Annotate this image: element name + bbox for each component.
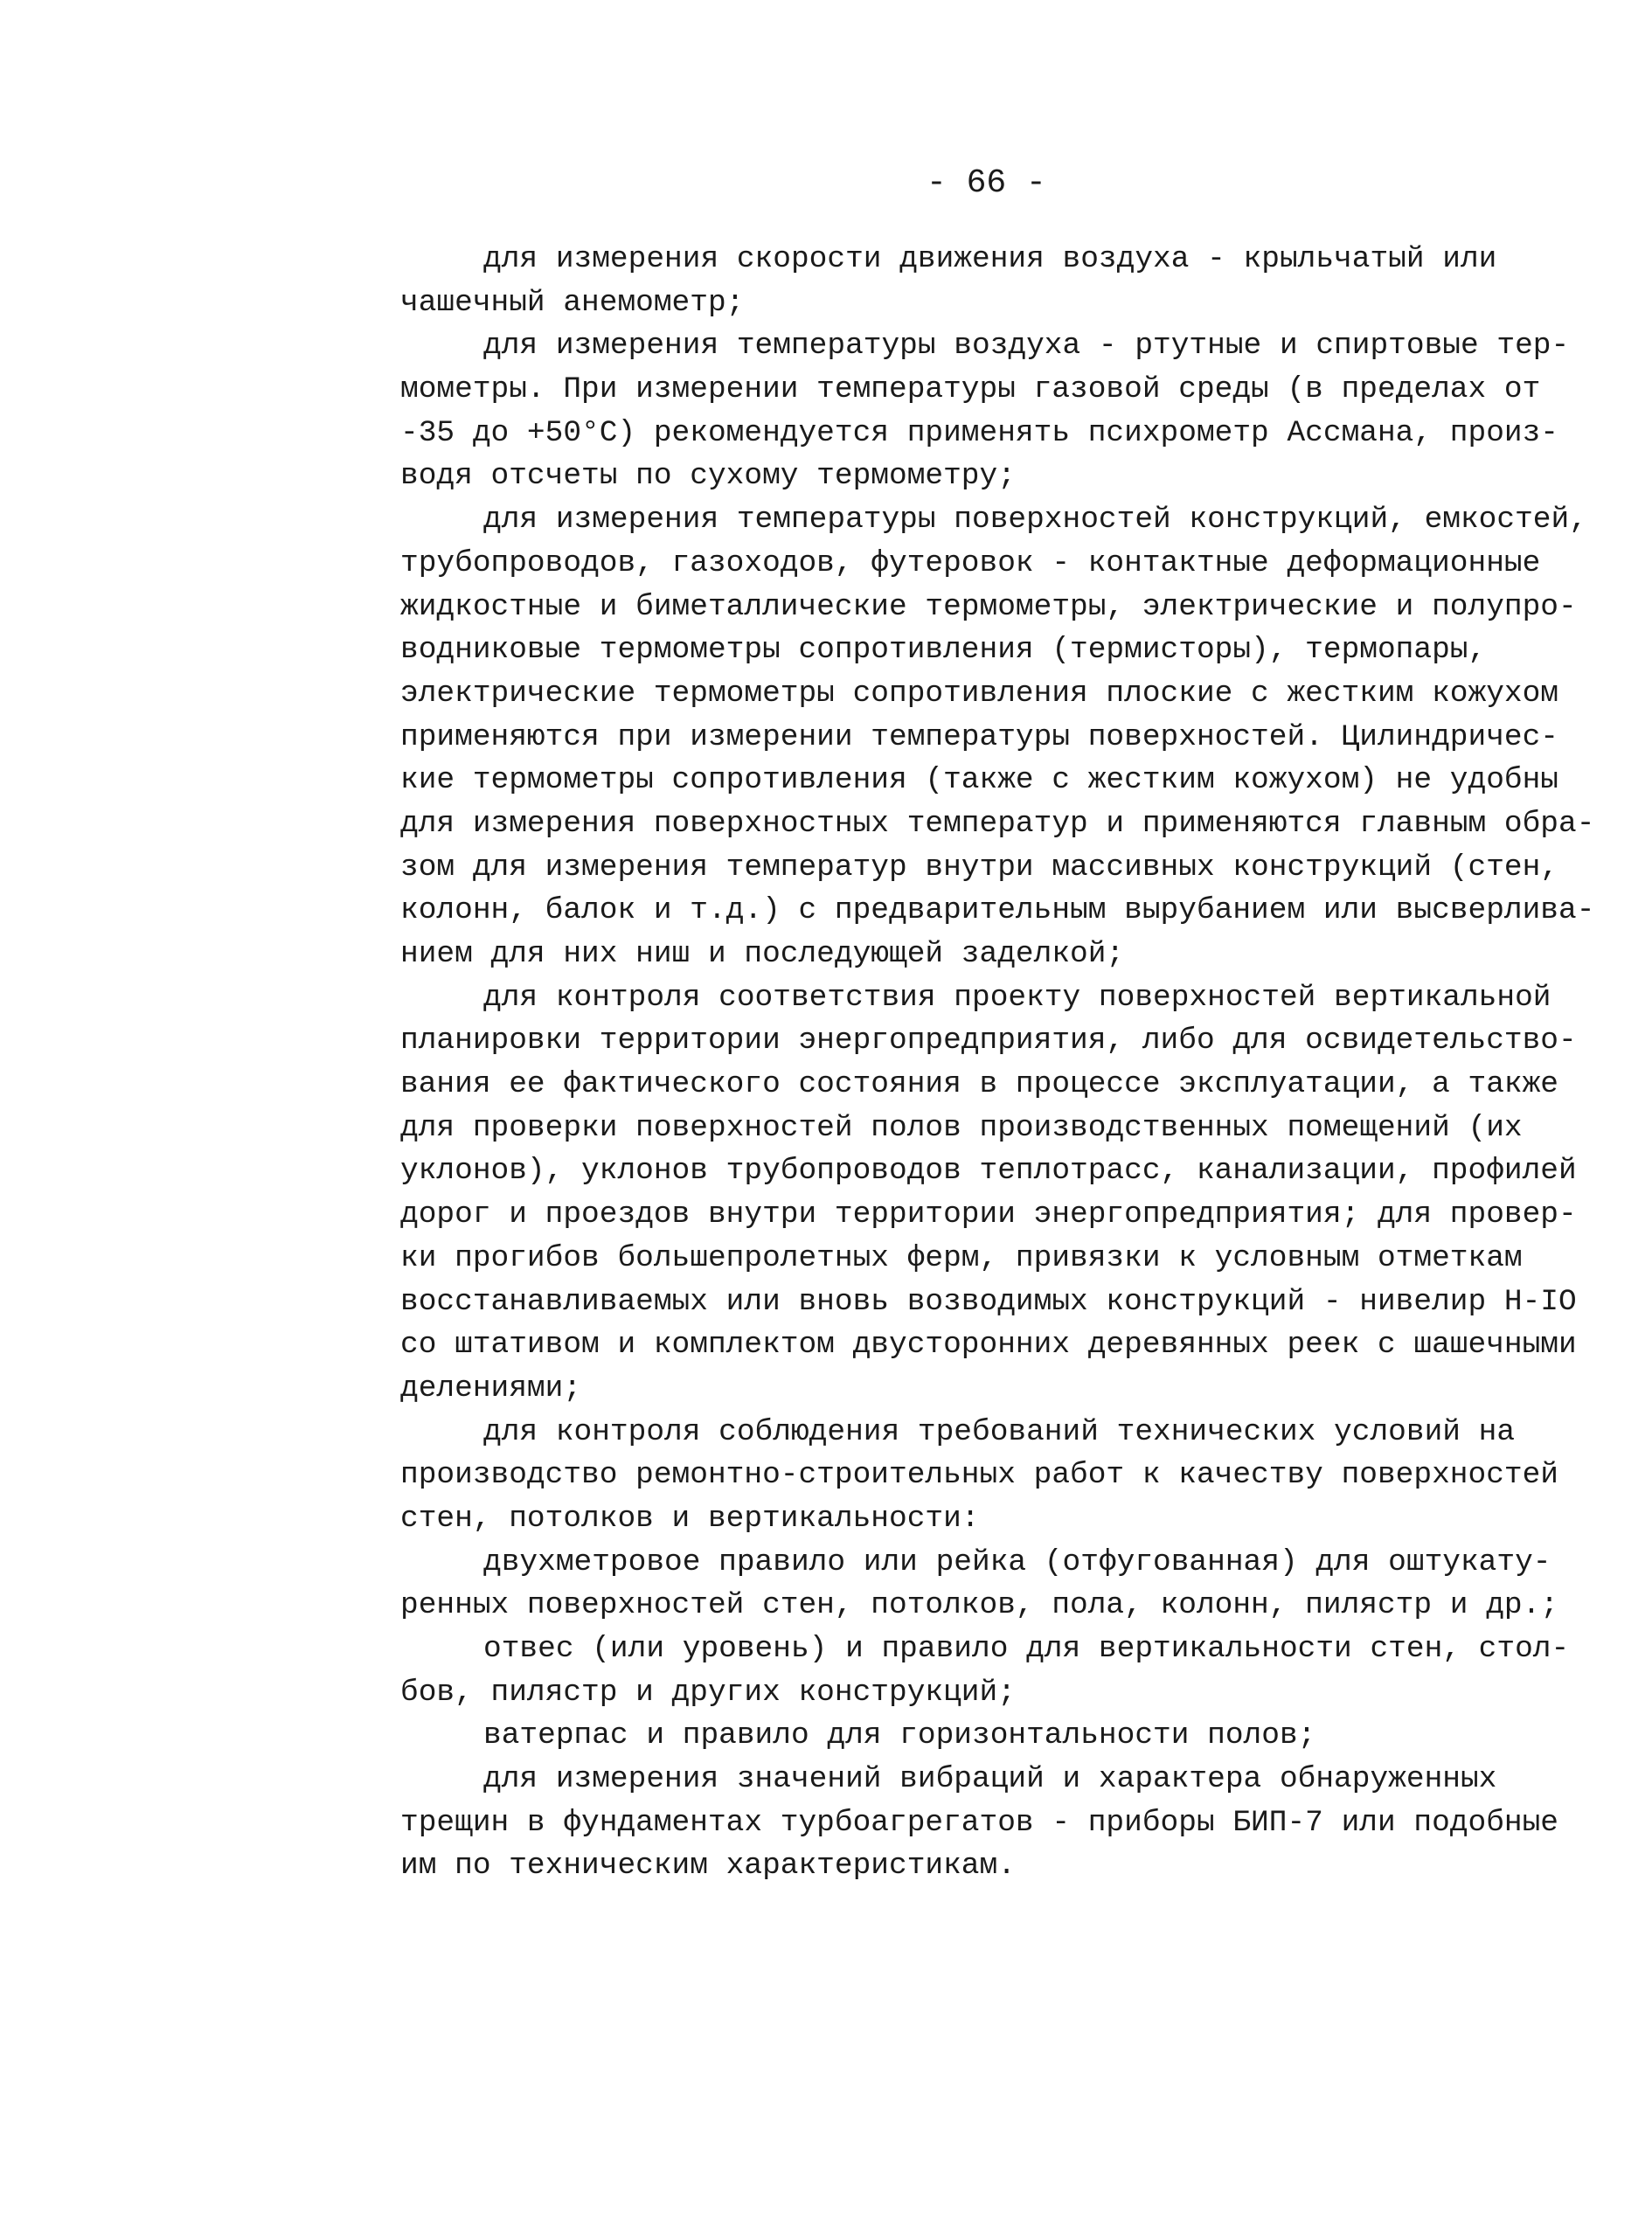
text-line: трубопроводов, газоходов, футеровок - контактные деформационные — [400, 545, 1541, 580]
text-line: для измерения скорости движения воздуха - крыльчатый или — [483, 242, 1497, 276]
text-line: дорог и проездов внутри территории энергопредприятия; для провер- — [400, 1197, 1577, 1232]
text-line: нием для них ниш и последующей заделкой; — [400, 937, 1125, 971]
text-line: двухметровое правило или рейка (отфугованная) для оштукату- — [483, 1544, 1551, 1579]
text-line: ватерпас и правило для горизонтальности полов; — [483, 1718, 1316, 1753]
text-line: для контроля соблюдения требований технических условий на — [483, 1414, 1516, 1449]
text-line: водниковые термометры сопротивления (термисторы), термопары, — [400, 633, 1487, 668]
text-line: применяются при измерении температуры поверхностей. Цилиндричес- — [400, 719, 1559, 754]
text-line: для измерения температуры поверхностей конструкций, емкостей, — [483, 503, 1587, 538]
text-line: стен, потолков и вертикальности: — [400, 1501, 980, 1536]
text-line: водя отсчеты по сухому термометру; — [400, 459, 1016, 494]
body-text — [400, 238, 1595, 1888]
text-line: для измерения температуры воздуха - ртутные и спиртовые тер- — [483, 329, 1570, 364]
text-line: вания ее фактического состояния в процессе эксплуатации, а также — [400, 1067, 1559, 1102]
text-line: -35 до +50°С) рекомендуется применять психрометр Ассмана, произ- — [400, 415, 1559, 450]
text-line: восстанавливаемых или вновь возводимых конструкций - нивелир Н-IO — [400, 1284, 1577, 1319]
text-line: колонн, балок и т.д.) с предварительным вырубанием или высверлива- — [400, 893, 1595, 928]
text-line: чашечный анемометр; — [400, 285, 745, 320]
text-line: трещин в фундаментах турбоагрегатов - приборы БИП-7 или подобные — [400, 1805, 1559, 1840]
text-line: делениями; — [400, 1371, 582, 1405]
text-line: планировки территории энергопредприятия, либо для освидетельство- — [400, 1024, 1577, 1058]
text-line: со штативом и комплектом двусторонних деревянных реек с шашечными — [400, 1328, 1577, 1363]
text-line: производство ремонтно-строительных работ к качеству поверхностей — [400, 1458, 1559, 1493]
text-line: ренных поверхностей стен, потолков, пола, колонн, пилястр и др.; — [400, 1588, 1559, 1623]
text-line: бов, пилястр и других конструкций; — [400, 1675, 1016, 1710]
text-line: электрические термометры сопротивления плоские с жестким кожухом — [400, 676, 1559, 711]
text-line: отвес (или уровень) и правило для вертикальности стен, стол- — [483, 1632, 1570, 1666]
text-line: ки прогибов большепролетных ферм, привязки к условным отметкам — [400, 1240, 1523, 1275]
text-line: им по техническим характеристикам. — [400, 1849, 1016, 1884]
text-line: для проверки поверхностей полов производственных помещений (их — [400, 1110, 1523, 1145]
text-line: для измерения значений вибраций и характера обнаруженных — [483, 1762, 1497, 1797]
text-line: зом для измерения температур внутри массивных конструкций (стен, — [400, 850, 1559, 885]
text-line: для контроля соответствия проекту поверхностей вертикальной — [483, 980, 1551, 1015]
text-line: кие термометры сопротивления (также с жестким кожухом) не удобны — [400, 763, 1559, 798]
text-line: уклонов), уклонов трубопроводов теплотрасс, канализации, профилей — [400, 1154, 1577, 1189]
text-line: для измерения поверхностных температур и применяются главным обра- — [400, 806, 1595, 841]
page-number: - 66 - — [927, 164, 1046, 202]
text-line: мометры. При измерении температуры газовой среды (в пределах от — [400, 372, 1541, 407]
text-line: жидкостные и биметаллические термометры, электрические и полупро- — [400, 589, 1577, 624]
